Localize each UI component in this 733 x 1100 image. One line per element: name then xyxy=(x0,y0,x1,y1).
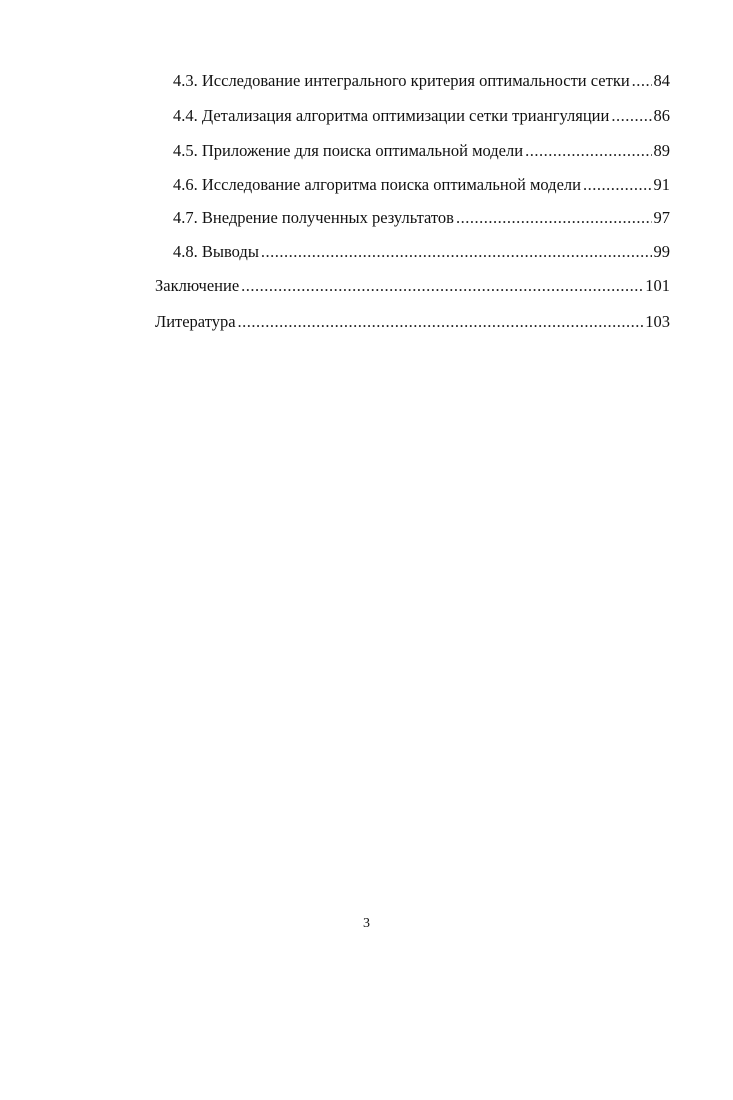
toc-entry-4-3[interactable] xyxy=(173,70,670,92)
toc-entry-page: 91 xyxy=(653,175,670,194)
dot-leader xyxy=(238,311,644,333)
toc-entry-title: 4.8. Выводы xyxy=(173,242,259,261)
toc-entry-page: 84 xyxy=(653,71,670,90)
toc-entry-page: 103 xyxy=(645,312,670,331)
dot-leader xyxy=(525,140,651,162)
toc-entry-4-5[interactable] xyxy=(173,140,670,162)
toc-entry-title: Заключение xyxy=(155,276,240,295)
toc-entry-title: Литература xyxy=(155,312,236,331)
toc-entry-4-7[interactable] xyxy=(173,207,670,229)
dot-leader xyxy=(632,70,652,92)
toc-entry-4-8[interactable] xyxy=(173,241,670,263)
toc-entry-references[interactable] xyxy=(155,311,670,333)
toc-entry-4-4[interactable] xyxy=(173,105,670,127)
toc-entry-title: 4.3. Исследование интегрального критерия оптимальности сетки xyxy=(173,71,630,90)
toc-entry-page: 101 xyxy=(645,276,670,295)
dot-leader xyxy=(456,207,652,229)
toc-entry-page: 99 xyxy=(653,242,670,261)
toc-entry-page: 86 xyxy=(653,106,670,125)
toc-entry-title: 4.7. Внедрение полученных результатов xyxy=(173,208,454,227)
toc-entry-title: 4.5. Приложение для поиска оптимальной модели xyxy=(173,141,524,160)
dot-leader xyxy=(241,275,643,297)
toc-entry-page: 97 xyxy=(653,208,670,227)
dot-leader xyxy=(611,105,651,127)
dot-leader xyxy=(583,174,652,196)
toc-entry-page: 89 xyxy=(653,141,670,160)
toc-entry-title: 4.4. Детализация алгоритма оптимизации сетки триангуляции xyxy=(173,106,610,125)
dot-leader xyxy=(261,241,652,263)
toc-entry-conclusion[interactable] xyxy=(155,275,670,297)
toc-entry-title: 4.6. Исследование алгоритма поиска оптимальной модели xyxy=(173,175,581,194)
page-number: 3 xyxy=(363,916,370,931)
toc-entry-4-6[interactable] xyxy=(173,174,670,196)
